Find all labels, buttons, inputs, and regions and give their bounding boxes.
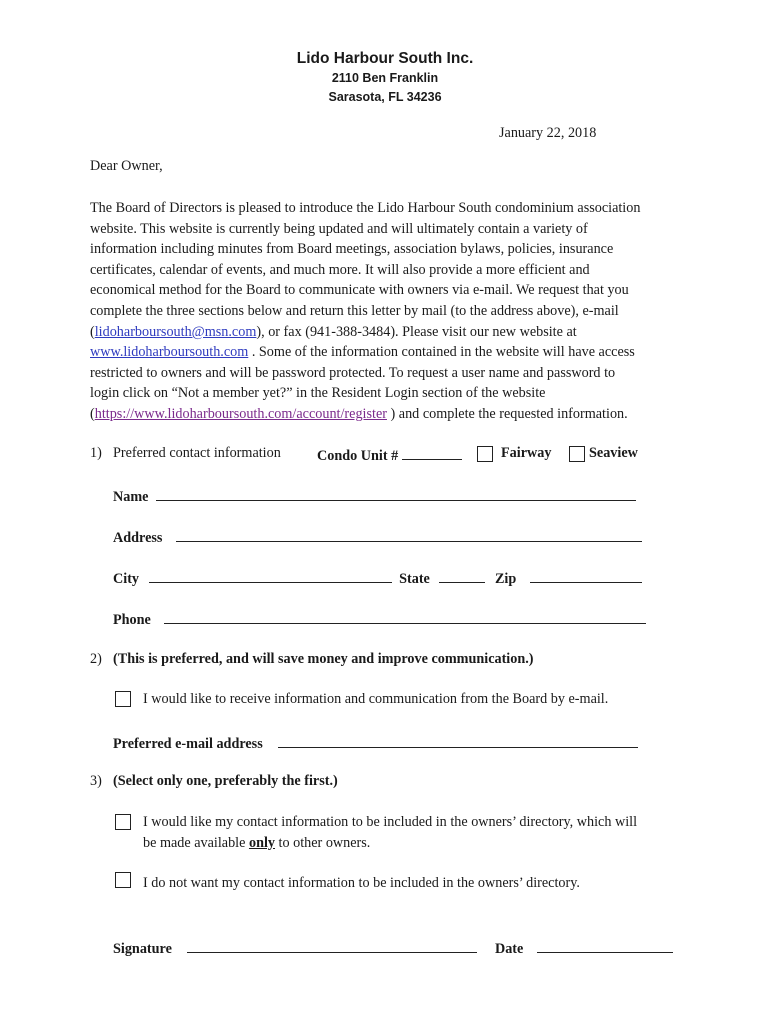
include-directory-label-cont <box>143 835 370 852</box>
email-link[interactable]: lidoharboursouth@msn.com <box>94 323 257 340</box>
address-input[interactable] <box>176 527 642 542</box>
section1-number: 1) <box>90 445 102 461</box>
letter-date: January 22, 2018 <box>499 125 597 141</box>
opt1-text: to other owners. <box>275 835 371 851</box>
org-street: 2110 Ben Franklin <box>331 71 439 85</box>
website-link[interactable]: www.lidoharboursouth.com <box>90 344 249 361</box>
section1-label: Preferred contact information <box>113 445 281 461</box>
body-line: login click on “Not a member yet?” in the Resident Login section of the website <box>90 385 546 402</box>
register-link[interactable]: https://www.lidoharboursouth.com/account/register <box>94 405 387 422</box>
pref-email-label: Preferred e-mail address <box>113 736 263 752</box>
include-directory-checkbox[interactable] <box>115 814 131 830</box>
condo-unit-label: Condo Unit # <box>317 448 399 464</box>
body-line: complete the three sections below and return this letter by mail (to the address above), e-mail <box>90 302 619 319</box>
exclude-directory-checkbox[interactable] <box>115 872 131 888</box>
paren-open: ( <box>90 405 95 422</box>
salutation: Dear Owner, <box>90 158 163 174</box>
state-label: State <box>399 571 430 587</box>
zip-label: Zip <box>494 571 517 587</box>
city-input[interactable] <box>149 568 392 583</box>
section2-heading: (This is preferred, and will save money and improve communication.) <box>113 651 534 667</box>
address-row <box>113 527 642 547</box>
body-line: restricted to owners and will be password protected. To request a user name and password to <box>90 364 616 381</box>
email-optin-checkbox[interactable] <box>115 691 131 707</box>
include-directory-label: I would like my contact information to be included in the owners’ directory, which will <box>143 814 638 830</box>
name-label: Name <box>113 489 149 505</box>
signature-input[interactable] <box>187 938 477 953</box>
body-paragraph <box>90 198 690 425</box>
body-line <box>90 342 690 363</box>
seaview-label: Seaview <box>589 445 638 461</box>
body-line <box>90 404 690 425</box>
fairway-label: Fairway <box>501 445 552 461</box>
org-name: Lido Harbour South Inc. <box>296 50 474 67</box>
body-line <box>90 322 690 343</box>
section2-number: 2) <box>90 651 102 667</box>
phone-label: Phone <box>113 612 151 628</box>
org-city-state: Sarasota, FL 34236 <box>328 90 442 104</box>
body-text: . Some of the information contained in the website will have access <box>248 344 635 361</box>
name-row <box>113 486 636 506</box>
section3-heading: (Select only one, preferably the first.) <box>113 773 338 789</box>
name-input[interactable] <box>156 486 636 501</box>
body-line: economical method for the Board to communicate with owners via e-mail. We request that you <box>90 282 629 299</box>
body-line: certificates, calendar of events, and much more. It will also provide a more efficient and <box>90 261 590 278</box>
fairway-checkbox[interactable] <box>477 446 493 462</box>
phone-row <box>113 609 646 629</box>
city-row <box>113 568 642 588</box>
date-label: Date <box>494 941 524 957</box>
pref-email-row <box>113 733 638 753</box>
body-line: website. This website is currently being updated and will ultimately contain a variety of <box>90 220 588 237</box>
body-line: information including minutes from Board meetings, association bylaws, policies, insurance <box>90 241 614 258</box>
pref-email-input[interactable] <box>278 733 638 748</box>
only-emphasis: only <box>248 835 275 851</box>
opt1-text: be made available <box>143 835 249 851</box>
section3-number: 3) <box>90 773 102 789</box>
signature-row <box>113 938 673 958</box>
phone-input[interactable] <box>164 609 646 624</box>
email-optin-label: I would like to receive information and communication from the Board by e-mail. <box>143 691 609 707</box>
condo-unit-input[interactable] <box>402 445 462 460</box>
seaview-checkbox[interactable] <box>569 446 585 462</box>
body-line: The Board of Directors is pleased to introduce the Lido Harbour South condominium association <box>90 200 641 216</box>
paren-open: ( <box>90 323 95 340</box>
body-text: ), or fax (941-388-3484). Please visit our new website at <box>256 323 577 340</box>
body-text: ) and complete the requested information. <box>386 405 628 422</box>
state-input[interactable] <box>439 568 485 583</box>
date-input[interactable] <box>537 938 673 953</box>
exclude-directory-label: I do not want my contact information to be included in the owners’ directory. <box>143 875 580 891</box>
signature-label: Signature <box>113 941 172 957</box>
zip-input[interactable] <box>530 568 642 583</box>
condo-unit-row <box>317 445 462 465</box>
city-label: City <box>113 571 140 587</box>
address-label: Address <box>113 530 163 546</box>
